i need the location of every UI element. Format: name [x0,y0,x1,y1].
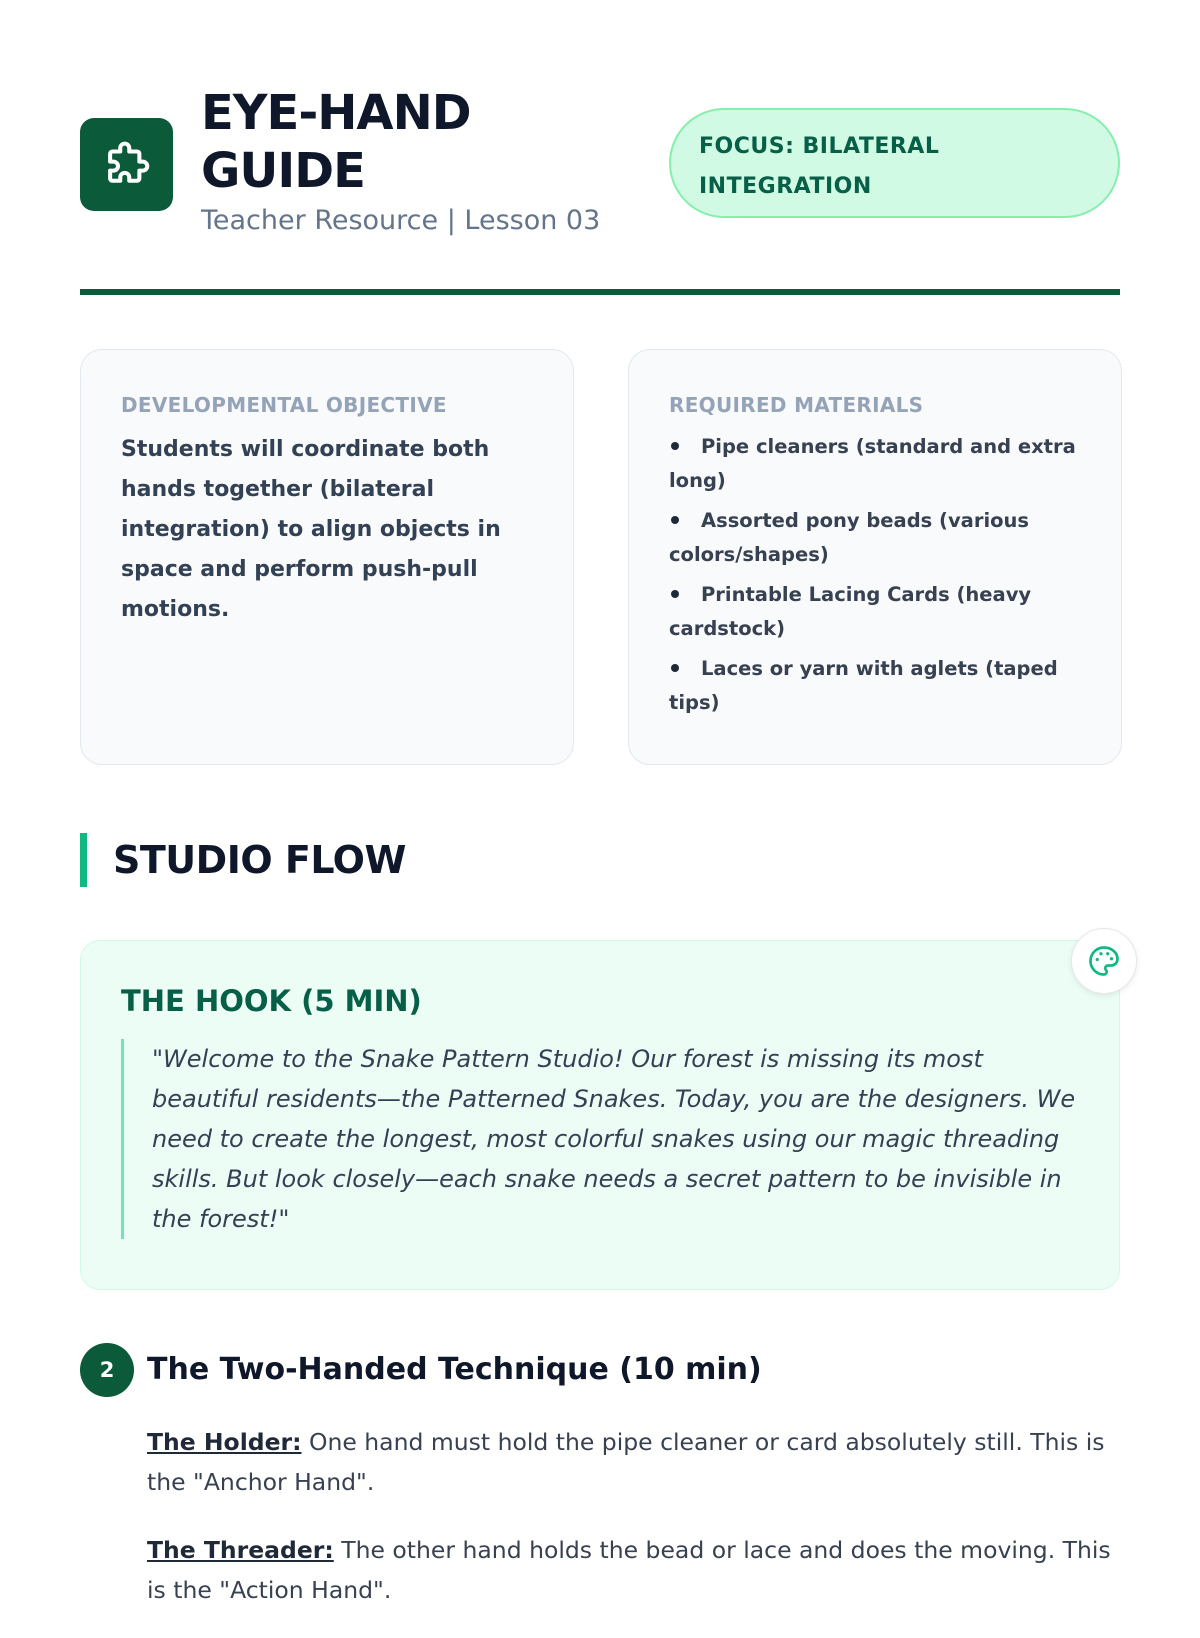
materials-card [628,349,1122,765]
hook-quote: "Welcome to the Snake Pattern Studio! Our forest is missing its most beautiful residents—the Patterned Snakes. Today, you are the designers. We need to create the longest, most colorful snakes using our magic threading skills. But look closely—each snake needs a secret pattern to be invisible in the forest!" [121,1039,1079,1239]
materials-label: REQUIRED MATERIALS [669,393,924,417]
hook-box [80,940,1120,1290]
page-subtitle: Teacher Resource | Lesson 03 [201,205,601,236]
objective-label: DEVELOPMENTAL OBJECTIVE [121,393,447,417]
list-item [669,578,1081,646]
focus-badge: FOCUS: BILATERAL INTEGRATION [669,108,1120,218]
palette-icon [1086,943,1122,979]
materials-list [669,430,1081,720]
puzzle-icon [100,138,154,192]
section-accent-bar [80,833,87,887]
step-term: The Threader: [147,1536,334,1564]
step-point [147,1422,1122,1502]
palette-button[interactable] [1071,928,1137,994]
list-item [669,430,1081,498]
bullet-icon [671,664,679,672]
material-text: Pipe cleaners (standard and extra long) [669,435,1076,492]
step-number-badge: 2 [80,1343,134,1397]
step-term: The Holder: [147,1428,302,1456]
material-text: Laces or yarn with aglets (taped tips) [669,657,1058,714]
material-text: Assorted pony beads (various colors/shapes) [669,509,1030,566]
bullet-icon [671,590,679,598]
bullet-icon [671,442,679,450]
step-title: The Two-Handed Technique (10 min) [147,1352,762,1387]
step-text: One hand must hold the pipe cleaner or card absolutely still. This is the "Anchor Hand". [147,1428,1105,1496]
page-header [80,80,1120,250]
page-title: EYE-HAND GUIDE [201,85,471,199]
list-item [669,504,1081,572]
material-text: Printable Lacing Cards (heavy cardstock) [669,583,1032,640]
step-body [147,1422,1122,1638]
logo-badge [80,118,173,211]
objective-text: Students will coordinate both hands together (bilateral integration) to align objects in space and perform push-pull motions. [121,437,501,622]
step-point [147,1530,1122,1610]
objective-card [80,349,574,765]
hook-title: THE HOOK (5 MIN) [121,984,422,1018]
header-divider [80,289,1120,295]
bullet-icon [671,516,679,524]
list-item [669,652,1081,720]
step-text: The other hand holds the bead or lace and does the moving. This is the "Action Hand". [147,1536,1111,1604]
section-title: STUDIO FLOW [113,838,406,882]
